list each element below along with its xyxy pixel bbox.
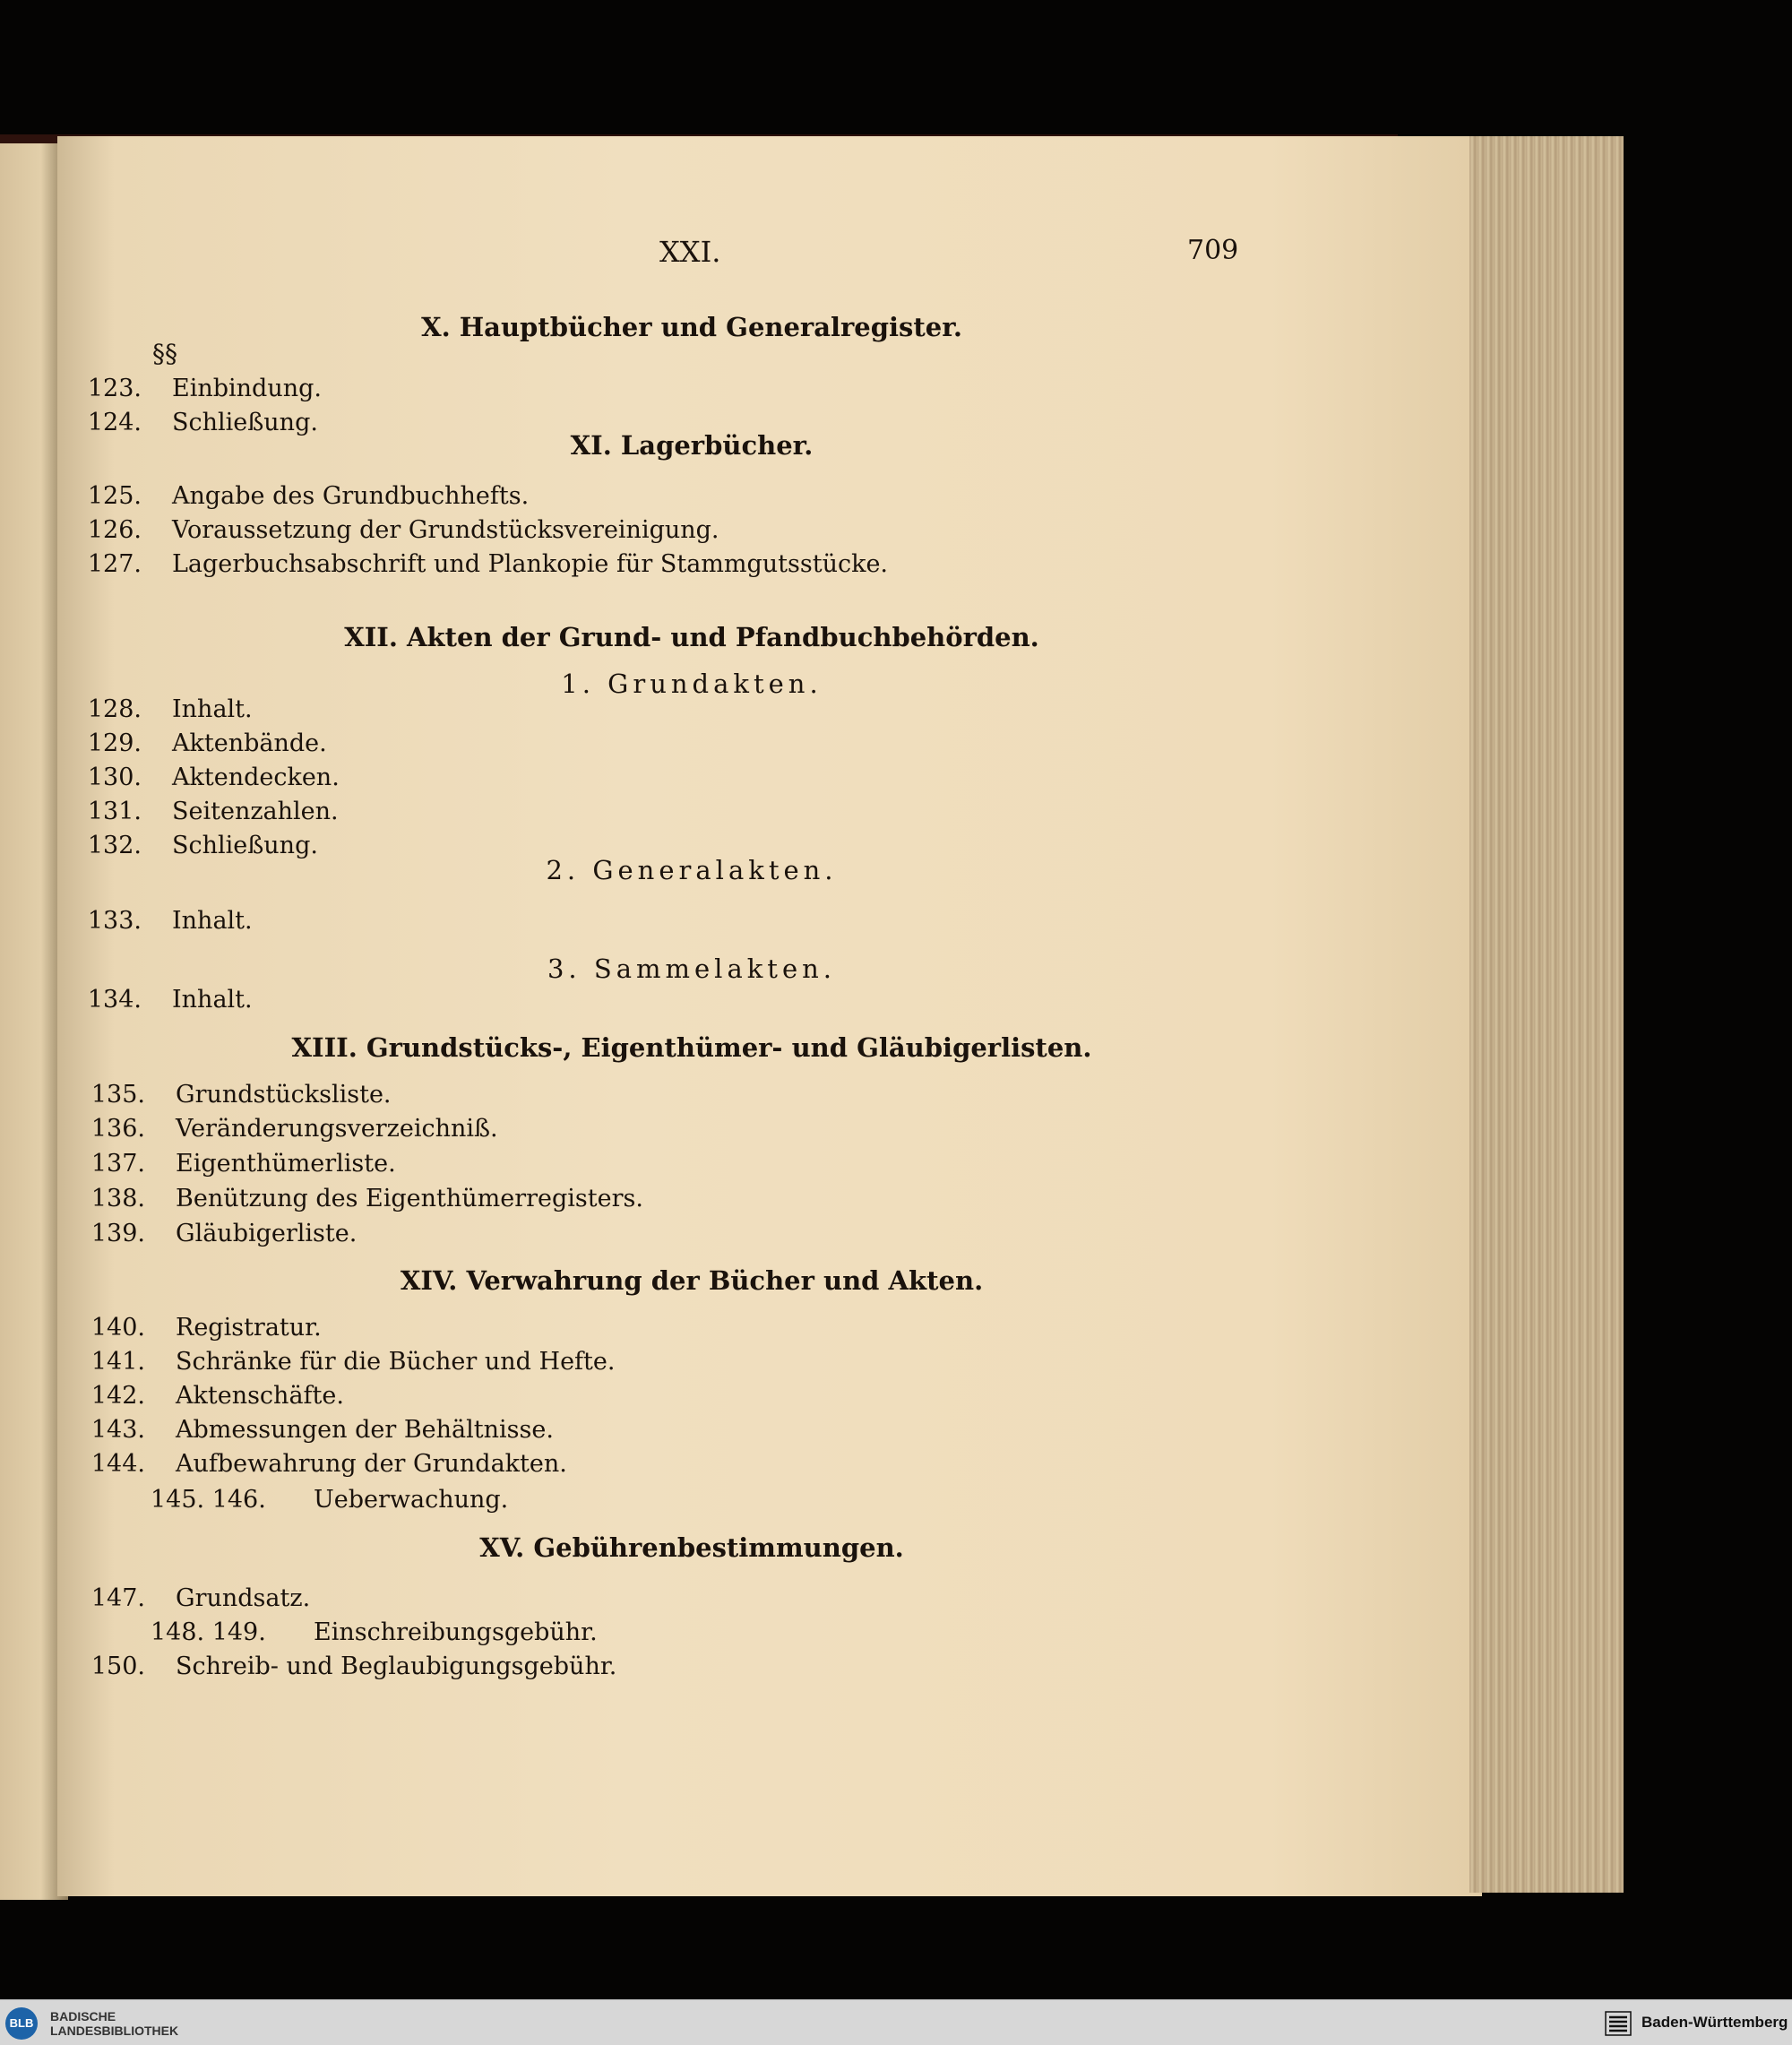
item-number: 129. xyxy=(87,729,142,757)
item-number: 139. xyxy=(90,1220,145,1247)
list-item xyxy=(39,1314,322,1342)
library-name[interactable] xyxy=(50,2009,178,2038)
section-heading: XIV. Verwahrung der Bücher und Akten. xyxy=(400,1265,984,1296)
item-number: 137. xyxy=(90,1150,145,1178)
list-item xyxy=(151,1618,598,1646)
list-item xyxy=(36,729,327,757)
subsection-heading: 2. Generalakten. xyxy=(546,855,838,885)
state-logo-text[interactable]: Baden-Württemberg xyxy=(1641,2014,1788,2031)
item-number: 128. xyxy=(87,695,142,723)
list-item xyxy=(36,986,253,1014)
list-item xyxy=(36,798,339,825)
item-number: 144. xyxy=(90,1450,145,1478)
page-stack-edges xyxy=(1469,136,1624,1893)
item-number: 148. 149. xyxy=(151,1618,266,1646)
item-text: Schreib- und Beglaubigungsgebühr. xyxy=(176,1652,617,1680)
page-number: 709 xyxy=(1187,235,1239,266)
item-number: 136. xyxy=(90,1115,145,1143)
item-number: 124. xyxy=(87,409,142,436)
item-text: Lagerbuchsabschrift und Plankopie für Stammgutsstücke. xyxy=(172,550,889,578)
item-number: 138. xyxy=(90,1185,145,1212)
list-item xyxy=(36,516,719,544)
list-item xyxy=(39,1150,396,1178)
list-item xyxy=(36,375,322,402)
item-text: Abmessungen der Behältnisse. xyxy=(176,1416,554,1444)
item-text: Benützung des Eigenthümerregisters. xyxy=(176,1185,643,1212)
list-item xyxy=(151,1486,508,1514)
item-text: Eigenthümerliste. xyxy=(176,1150,396,1178)
item-text: Aktendecken. xyxy=(172,764,340,791)
item-number: 132. xyxy=(87,832,142,859)
item-number: 125. xyxy=(87,482,142,510)
item-number: 131. xyxy=(87,798,142,825)
item-number: 142. xyxy=(90,1382,145,1410)
item-text: Aktenbände. xyxy=(172,729,327,757)
list-item xyxy=(39,1416,554,1444)
item-text: Registratur. xyxy=(176,1314,322,1342)
item-text: Grundstücksliste. xyxy=(176,1081,392,1109)
item-text: Aufbewahrung der Grundakten. xyxy=(176,1450,567,1478)
list-item xyxy=(39,1652,616,1680)
list-item xyxy=(39,1382,344,1410)
item-text: Gläubigerliste. xyxy=(176,1220,358,1247)
item-text: Einbindung. xyxy=(172,375,322,402)
list-item xyxy=(39,1081,392,1109)
section-heading: XV. Gebührenbestimmungen. xyxy=(479,1532,904,1563)
paragraph-symbol: §§ xyxy=(152,339,177,368)
list-item xyxy=(39,1185,643,1212)
section-header: XXI. xyxy=(659,235,721,269)
item-text: Einschreibungsgebühr. xyxy=(314,1618,598,1646)
section-heading: XII. Akten der Grund- und Pfandbuchbehörden. xyxy=(344,622,1039,652)
list-item xyxy=(39,1584,310,1612)
item-text: Schränke für die Bücher und Hefte. xyxy=(176,1348,616,1376)
list-item xyxy=(39,1348,615,1376)
section-heading: XIII. Grundstücks-, Eigenthümer- und Gläubigerlisten. xyxy=(291,1032,1092,1063)
blb-logo-icon[interactable]: BLB xyxy=(5,2007,38,2040)
item-number: 147. xyxy=(90,1584,145,1612)
item-text: Ueberwachung. xyxy=(314,1486,509,1514)
item-number: 133. xyxy=(87,907,142,935)
item-text: Grundsatz. xyxy=(176,1584,311,1612)
list-item xyxy=(36,764,340,791)
list-item xyxy=(36,482,529,510)
item-text: Inhalt. xyxy=(172,695,253,723)
item-text: Angabe des Grundbuchhefts. xyxy=(172,482,530,510)
section-heading: XI. Lagerbücher. xyxy=(570,430,814,461)
item-number: 135. xyxy=(90,1081,145,1109)
list-item xyxy=(39,1115,498,1143)
viewer-footer xyxy=(0,1999,1792,2045)
section-heading: X. Hauptbücher und Generalregister. xyxy=(421,312,962,342)
list-item xyxy=(36,695,253,723)
library-name-line-1: BADISCHE xyxy=(50,2009,116,2023)
list-item xyxy=(36,550,888,578)
subsection-heading: 1. Grundakten. xyxy=(561,669,823,699)
list-item xyxy=(36,907,253,935)
item-number: 141. xyxy=(90,1348,145,1376)
item-number: 150. xyxy=(90,1652,145,1680)
item-number: 126. xyxy=(87,516,142,544)
item-text: Inhalt. xyxy=(172,986,253,1014)
list-item xyxy=(39,1220,357,1247)
item-number: 130. xyxy=(87,764,142,791)
item-text: Seitenzahlen. xyxy=(172,798,339,825)
item-text: Schließung. xyxy=(172,832,318,859)
library-name-line-2: LANDESBIBLIOTHEK xyxy=(50,2023,179,2038)
stag-crest-icon[interactable] xyxy=(1604,2009,1633,2038)
item-number: 134. xyxy=(87,986,142,1014)
item-text: Voraussetzung der Grundstücksvereinigung. xyxy=(172,516,719,544)
item-number: 127. xyxy=(87,550,142,578)
list-item xyxy=(39,1450,567,1478)
item-text: Veränderungsverzeichniß. xyxy=(176,1115,498,1143)
item-text: Schließung. xyxy=(172,409,318,436)
item-text: Inhalt. xyxy=(172,907,253,935)
item-number: 140. xyxy=(90,1314,145,1342)
subsection-heading: 3. Sammelakten. xyxy=(547,953,837,984)
item-number: 143. xyxy=(90,1416,145,1444)
item-number: 123. xyxy=(87,375,142,402)
item-number: 145. 146. xyxy=(151,1486,266,1514)
item-text: Aktenschäfte. xyxy=(176,1382,344,1410)
